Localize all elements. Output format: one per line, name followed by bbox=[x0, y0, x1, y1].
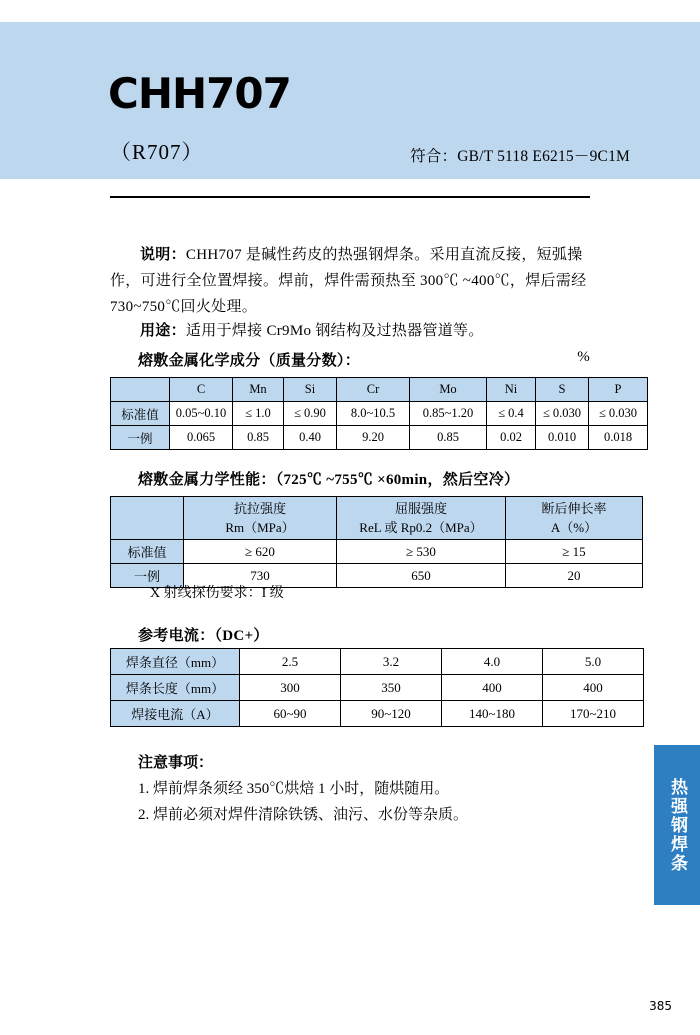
table-row bbox=[111, 378, 648, 402]
cell: 400 bbox=[543, 675, 644, 701]
mechanical-properties-table bbox=[110, 496, 643, 588]
chem-col-ni: Ni bbox=[487, 378, 536, 402]
row-label: 一例 bbox=[111, 426, 170, 450]
mechanical-caption: 熔敷金属力学性能：（725℃ ~755℃ ×60min，然后空冷） bbox=[138, 472, 520, 488]
section-side-tab-label: 热强钢焊条 bbox=[668, 777, 687, 873]
cell: 90~120 bbox=[341, 701, 442, 727]
cell: 0.018 bbox=[589, 426, 648, 450]
table-row bbox=[111, 402, 648, 426]
table-row bbox=[111, 649, 644, 675]
page-title: CHH707 bbox=[108, 69, 291, 118]
cell: 400 bbox=[442, 675, 543, 701]
chemical-unit: % bbox=[577, 349, 590, 365]
table-row bbox=[111, 540, 643, 564]
table-row bbox=[111, 701, 644, 727]
table-row bbox=[111, 426, 648, 450]
notes-section bbox=[138, 750, 468, 828]
cell: 650 bbox=[337, 564, 506, 588]
list-item: 2. 焊前必须对焊件清除铁锈、油污、水份等杂质。 bbox=[138, 807, 469, 823]
cell: 0.85~1.20 bbox=[410, 402, 487, 426]
description-paragraph bbox=[110, 242, 602, 320]
section-side-tab bbox=[654, 745, 700, 905]
chemical-caption bbox=[138, 349, 590, 370]
mech-col-elongation bbox=[506, 497, 643, 540]
mech-col-tensile-line1: 抗拉强度 bbox=[233, 501, 286, 516]
chem-col-blank bbox=[111, 378, 170, 402]
current-table-body bbox=[111, 649, 644, 727]
usage-text: 适用于焊接 Cr9Mo 钢结构及过热器管道等。 bbox=[185, 323, 484, 339]
cell: 9.20 bbox=[337, 426, 410, 450]
cell: 0.065 bbox=[170, 426, 233, 450]
chem-col-cr: Cr bbox=[337, 378, 410, 402]
cell: 20 bbox=[506, 564, 643, 588]
chem-col-mo: Mo bbox=[410, 378, 487, 402]
chem-col-s: S bbox=[536, 378, 589, 402]
cell: 0.85 bbox=[233, 426, 284, 450]
product-alias: （R707） bbox=[110, 140, 204, 164]
cell: 350 bbox=[341, 675, 442, 701]
row-label: 标准值 bbox=[111, 540, 184, 564]
description-text: CHH707 是碱性药皮的热强钢焊条。采用直流反接，短弧操作，可进行全位置焊接。焊前，焊件需预热至 300℃ ~400℃，焊后需经 730~750℃回火处理。 bbox=[110, 247, 587, 315]
cell: 0.40 bbox=[284, 426, 337, 450]
cell: 0.010 bbox=[536, 426, 589, 450]
mech-col-blank bbox=[111, 497, 184, 540]
cell: ≥ 530 bbox=[337, 540, 506, 564]
chem-col-c: C bbox=[170, 378, 233, 402]
cell: ≤ 0.030 bbox=[589, 402, 648, 426]
description-label: 说明： bbox=[140, 247, 186, 263]
chem-col-mn: Mn bbox=[233, 378, 284, 402]
row-label: 焊条长度（mm） bbox=[111, 675, 240, 701]
chemical-table-body bbox=[111, 402, 648, 450]
mech-col-yield-line1: 屈服强度 bbox=[394, 501, 447, 516]
cell: 170~210 bbox=[543, 701, 644, 727]
cell: 2.5 bbox=[240, 649, 341, 675]
chemical-composition-table bbox=[110, 377, 648, 450]
header-divider bbox=[110, 196, 590, 198]
xray-note: X 射线探伤要求：I 级 bbox=[150, 586, 284, 601]
chem-col-p: P bbox=[589, 378, 648, 402]
mech-col-elongation-line2: A（%） bbox=[550, 520, 598, 535]
cell: ≤ 1.0 bbox=[233, 402, 284, 426]
mechanical-table-head bbox=[111, 497, 643, 540]
reference-current-table bbox=[110, 648, 644, 727]
mech-col-tensile-line2: Rm（MPa） bbox=[225, 520, 295, 535]
mech-col-yield-line2: ReL 或 Rp0.2（MPa） bbox=[359, 520, 483, 535]
notes-title: 注意事项： bbox=[138, 755, 214, 771]
standard-reference: 符合：GB/T 5118 E6215－9C1M bbox=[410, 148, 630, 165]
row-label: 焊条直径（mm） bbox=[111, 649, 240, 675]
mechanical-table-body bbox=[111, 540, 643, 588]
mech-col-elongation-line1: 断后伸长率 bbox=[541, 501, 607, 516]
usage-label: 用途： bbox=[140, 323, 186, 339]
usage-paragraph bbox=[110, 318, 602, 344]
notes-list bbox=[138, 776, 468, 828]
chem-col-si: Si bbox=[284, 378, 337, 402]
cell: ≤ 0.030 bbox=[536, 402, 589, 426]
cell: 300 bbox=[240, 675, 341, 701]
mech-col-yield bbox=[337, 497, 506, 540]
chemical-table-head bbox=[111, 378, 648, 402]
table-row bbox=[111, 497, 643, 540]
cell: 5.0 bbox=[543, 649, 644, 675]
cell: ≥ 620 bbox=[184, 540, 337, 564]
row-label: 标准值 bbox=[111, 402, 170, 426]
cell: 140~180 bbox=[442, 701, 543, 727]
chemical-caption-text: 熔敷金属化学成分（质量分数）： bbox=[138, 353, 361, 369]
row-label: 焊接电流（A） bbox=[111, 701, 240, 727]
cell: ≥ 15 bbox=[506, 540, 643, 564]
cell: 0.05~0.10 bbox=[170, 402, 233, 426]
list-item: 1. 焊前焊条须经 350℃烘焙 1 小时，随烘随用。 bbox=[138, 781, 450, 797]
cell: 0.85 bbox=[410, 426, 487, 450]
table-row bbox=[111, 675, 644, 701]
cell: 0.02 bbox=[487, 426, 536, 450]
cell: 4.0 bbox=[442, 649, 543, 675]
cell: 60~90 bbox=[240, 701, 341, 727]
page-number: 385 bbox=[649, 999, 672, 1013]
row-label: 一例 bbox=[111, 564, 184, 588]
cell: ≤ 0.4 bbox=[487, 402, 536, 426]
cell: 3.2 bbox=[341, 649, 442, 675]
cell: 8.0~10.5 bbox=[337, 402, 410, 426]
current-caption: 参考电流：（DC+） bbox=[138, 628, 269, 644]
cell: 730 bbox=[184, 564, 337, 588]
cell: ≤ 0.90 bbox=[284, 402, 337, 426]
mech-col-tensile bbox=[184, 497, 337, 540]
